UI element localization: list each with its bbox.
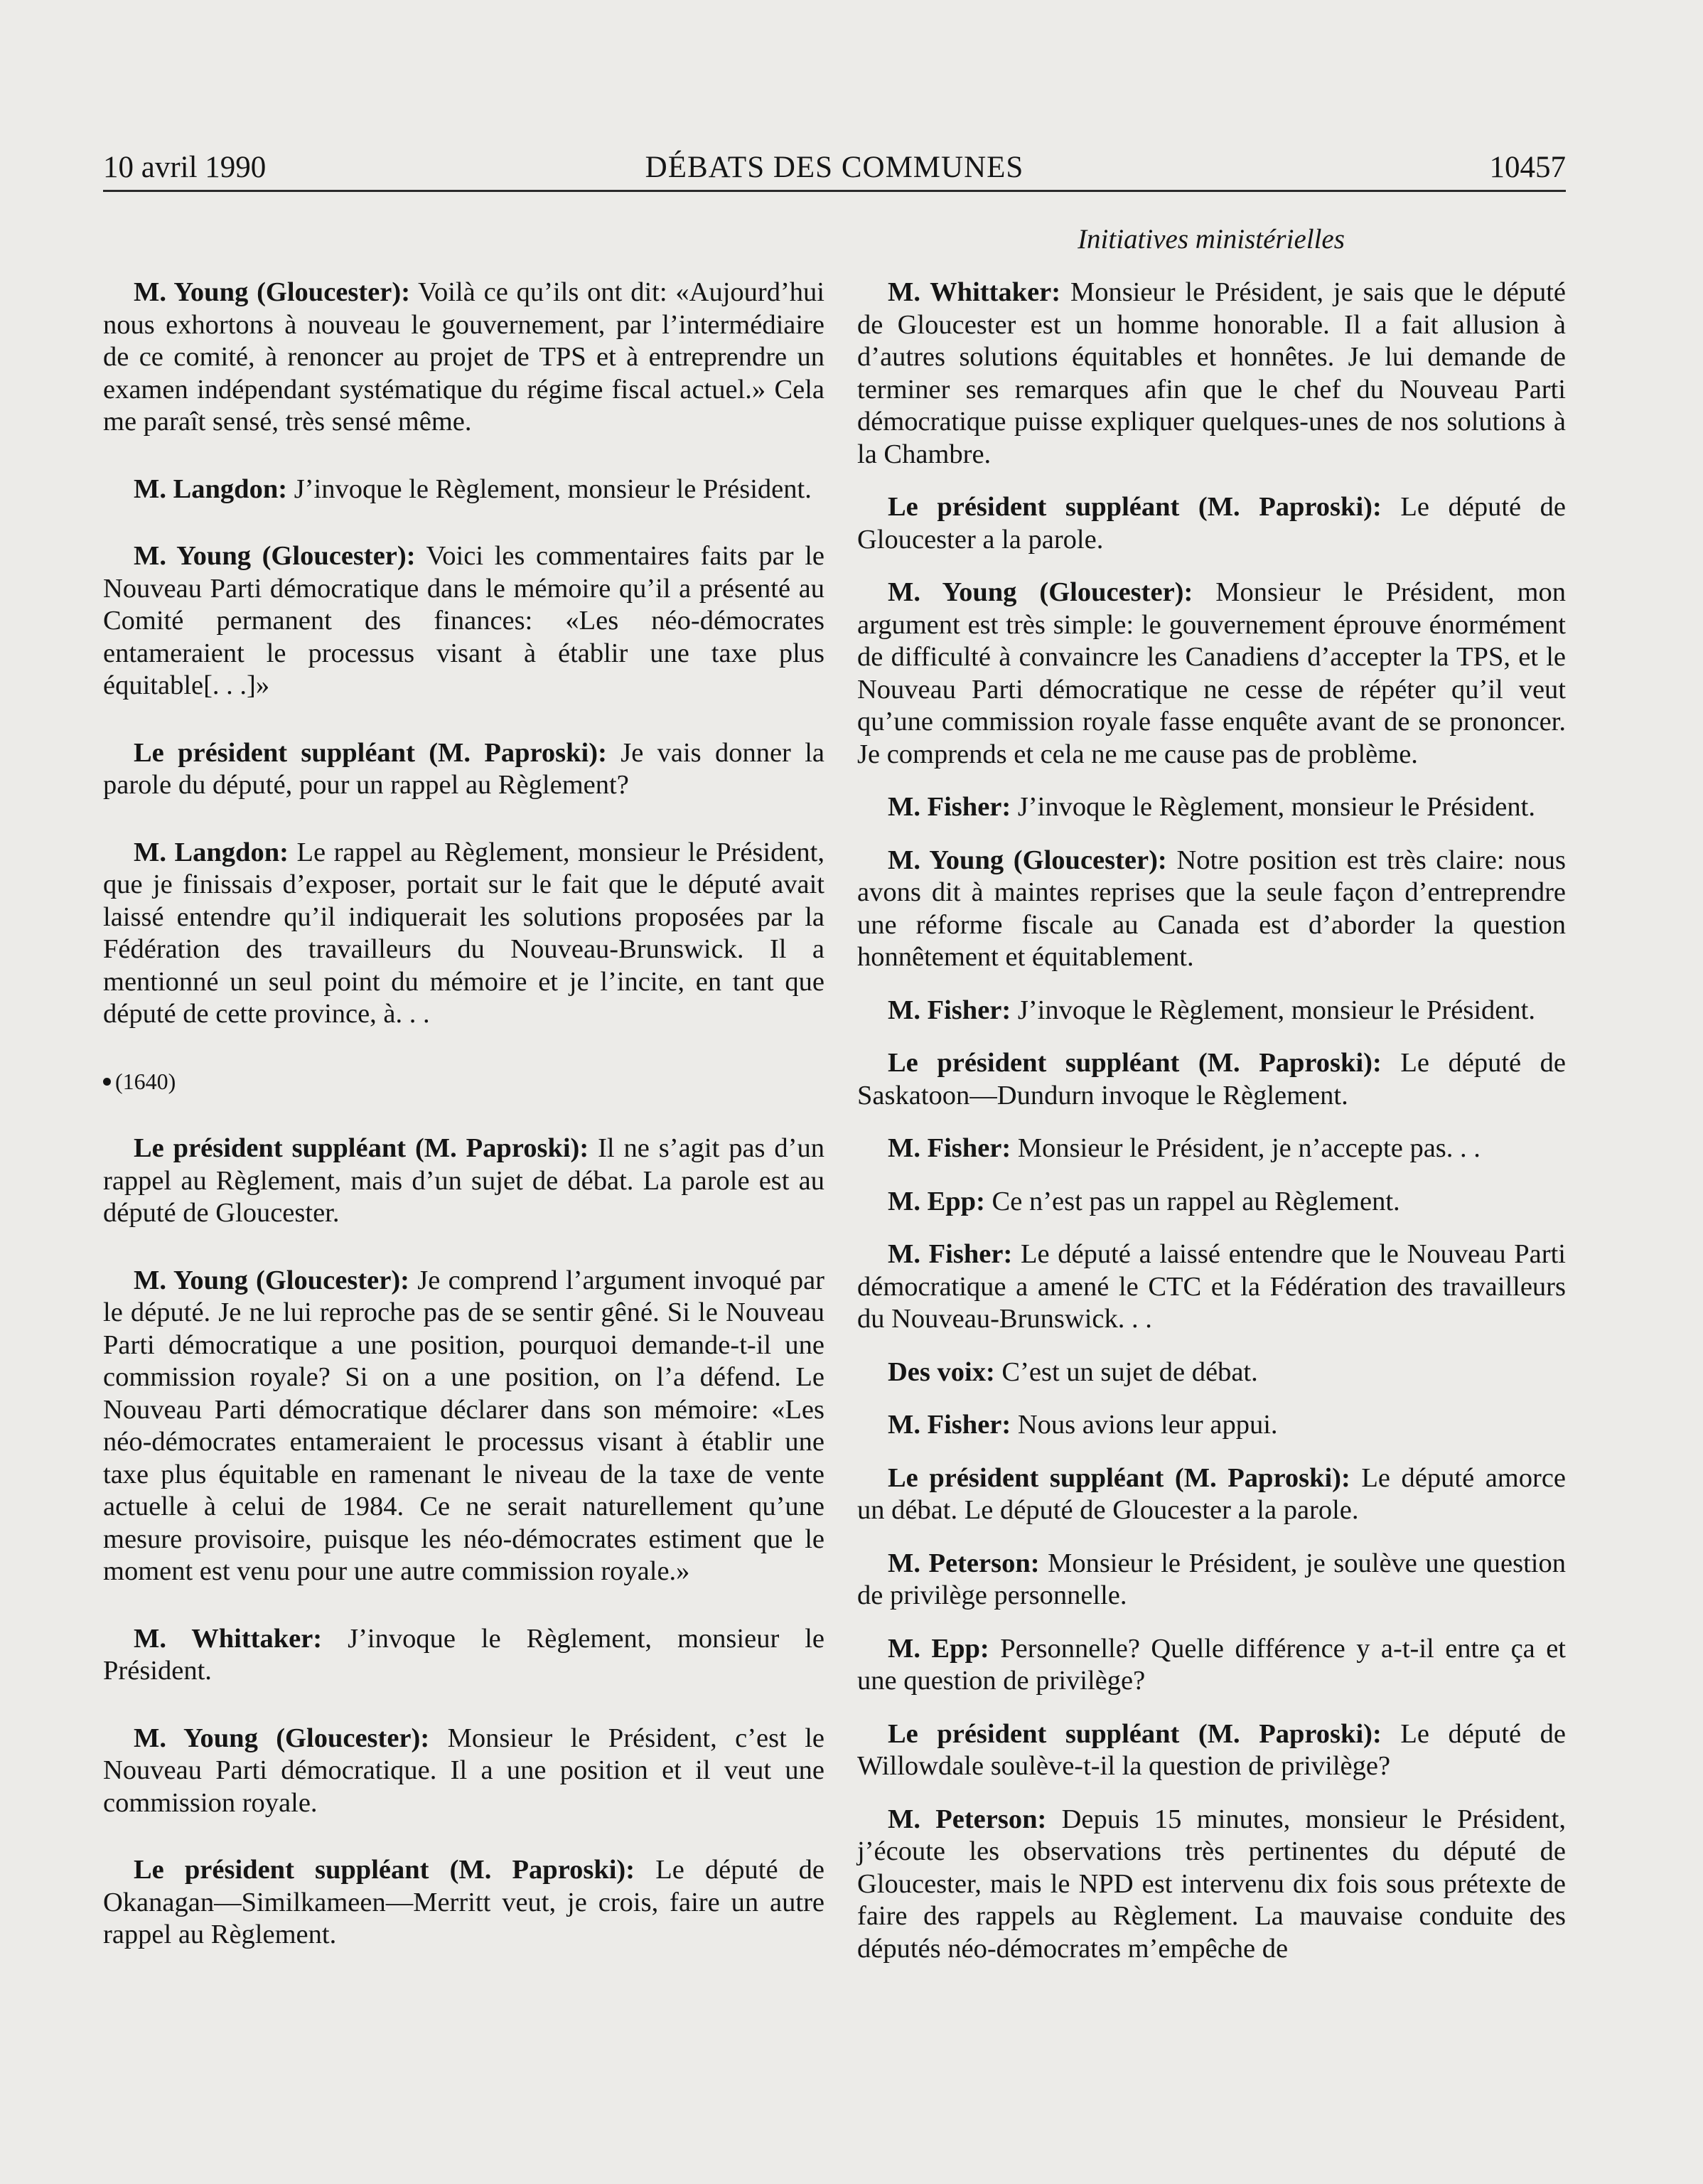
paragraph xyxy=(857,1238,1566,1336)
paragraph-text: J’invoque le Règlement, monsieur le Président. xyxy=(103,1623,824,1686)
paragraph xyxy=(857,1186,1566,1219)
header-title: DÉBATS DES COMMUNES xyxy=(645,151,1024,184)
speaker-name: M. Young (Gloucester): xyxy=(134,277,411,307)
speaker-name: M. Peterson: xyxy=(888,1804,1047,1834)
speaker-name: M. Peterson: xyxy=(888,1548,1040,1578)
paragraph-text: Nous avions leur appui. xyxy=(1011,1410,1278,1440)
speaker-name: M. Langdon: xyxy=(134,473,288,504)
paragraph-text: Voici les commentaires faits par le Nouveau Parti démocratique dans le mémoire qu’il a présenté au Comité permanent des finances: «Les néo-démocrates entameraient le processus visant à établir une taxe plus équitable[. . .]» xyxy=(103,541,824,700)
speaker-name: Le président suppléant (M. Paproski): xyxy=(134,737,607,768)
speaker-name: Le président suppléant (M. Paproski): xyxy=(134,1855,635,1885)
paragraph xyxy=(857,577,1566,771)
paragraph-text: Le député de Gloucester a la parole. xyxy=(857,492,1566,555)
speaker-name: Le président suppléant (M. Paproski): xyxy=(888,1462,1350,1493)
left-column xyxy=(103,277,824,1986)
paragraph-text: Depuis 15 minutes, monsieur le Président, j’écoute les observations très pertinentes du député de Gloucester, mais le NPD est intervenu dix fois sous prétexte de faire des rappels au Règlement. La mauvaise conduite des députés néo-démocrates m’empêche de xyxy=(857,1804,1567,1964)
paragraph xyxy=(857,1356,1566,1389)
paragraph-text: Le député de Okanagan—Similkameen—Merritt veut, je crois, faire un autre rappel au Règlement. xyxy=(103,1855,824,1949)
paragraph-text: J’invoque le Règlement, monsieur le Président. xyxy=(1011,792,1535,822)
speaker-name: Le président suppléant (M. Paproski): xyxy=(888,492,1382,522)
paragraph xyxy=(103,277,824,439)
paragraph-text: Le député a laissé entendre que le Nouveau Parti démocratique a amené le CTC et la Fédération des travailleurs du Nouveau-Brunswick. . . xyxy=(857,1239,1566,1334)
paragraph-text: Voilà ce qu’ils ont dit: «Aujourd’hui nous exhortons à nouveau le gouvernement, par l’intermédiaire de ce comité, à renoncer au projet de TPS et à entreprendre un examen indépendant systématique du régime fiscal actuel.» Cela me paraît sensé, très sensé même. xyxy=(103,277,825,437)
paragraph xyxy=(857,1409,1566,1442)
paragraph xyxy=(857,1133,1566,1165)
timestamp-text: (1640) xyxy=(115,1068,176,1094)
paragraph-text: Monsieur le Président, je sais que le député de Gloucester est un homme honorable. Il a fait allusion à d’autres solutions équitables et honnêtes. Je lui demande de terminer ses remarques afin que le chef du Nouveau Parti démocratique puisse expliquer quelques-unes de nos solutions à la Chambre. xyxy=(857,277,1566,469)
speaker-name: M. Fisher: xyxy=(888,792,1011,822)
paragraph xyxy=(857,1462,1566,1527)
speaker-name: M. Young (Gloucester): xyxy=(134,541,416,571)
page-number: 10457 xyxy=(1489,151,1566,184)
speaker-name: M. Fisher: xyxy=(888,1133,1011,1163)
paragraph-text: Je comprend l’argument invoqué par le député. Je ne lui reproche pas de se sentir gêné. Si le Nouveau Parti démocratique a une position, pourquoi demande-t-il une commission royale? Si on a une position, on l’a défend. Le Nouveau Parti démocratique déclarer dans son mémoire: «Les néo-démocrates entameraient le processus visant à établir une taxe plus équitable en ramenant le niveau de la taxe de vente actuelle à celui de 1984. Ce ne serait naturellement qu’une mesure provisoire, puisque les néo-démocrates estiment que le moment est venu pour une autre commission royale.» xyxy=(103,1265,824,1586)
speaker-name: M. Young (Gloucester): xyxy=(888,577,1193,607)
paragraph-text: J’invoque le Règlement, monsieur le Président. xyxy=(287,473,812,504)
paragraph xyxy=(103,1723,824,1820)
speaker-name: M. Young (Gloucester): xyxy=(888,845,1167,875)
speaker-name: Le président suppléant (M. Paproski): xyxy=(888,1718,1382,1749)
speaker-name: M. Young (Gloucester): xyxy=(134,1723,430,1753)
paragraph-text: C’est un sujet de débat. xyxy=(994,1356,1258,1387)
paragraph xyxy=(857,995,1566,1027)
speaker-name: M. Langdon: xyxy=(134,837,289,867)
paragraph xyxy=(857,791,1566,824)
paragraph xyxy=(857,491,1566,556)
paragraph-text: Monsieur le Président, mon argument est très simple: le gouvernement éprouve énormément de difficulté à convaincre les Canadiens d’accepter la TPS, et le Nouveau Parti démocratique ne cesse de répéter qu’il veut qu’une commission royale fasse enquête avant de se prononcer. Je comprends et cela ne me cause pas de problème. xyxy=(857,577,1566,769)
paragraph xyxy=(103,473,824,506)
paragraph xyxy=(103,1623,824,1688)
paragraph-text: Notre position est très claire: nous avons dit à maintes reprises que la seule façon d’entreprendre une réforme fiscale au Canada est d’aborder la question honnêtement et équitablement. xyxy=(857,845,1566,972)
speaker-name: Des voix: xyxy=(888,1356,995,1387)
speaker-name: M. Young (Gloucester): xyxy=(134,1265,409,1295)
paragraph-text: Ce n’est pas un rappel au Règlement. xyxy=(984,1186,1400,1216)
paragraph-text: Il ne s’agit pas d’un rappel au Règlement, mais d’un sujet de débat. La parole est au député de Gloucester. xyxy=(103,1133,824,1228)
speaker-name: M. Fisher: xyxy=(888,995,1011,1025)
page-header xyxy=(103,146,1566,189)
bullet-icon xyxy=(103,1078,111,1086)
speaker-name: M. Epp: xyxy=(888,1186,985,1216)
paragraph xyxy=(103,1265,824,1588)
paragraph-text: Personnelle? Quelle différence y a-t-il entre ça et une question de privilège? xyxy=(857,1633,1566,1696)
paragraph xyxy=(857,1718,1566,1783)
speaker-name: M. Fisher: xyxy=(888,1410,1011,1440)
paragraph-text: Monsieur le Président, c’est le Nouveau Parti démocratique. Il a une position et il veut une commission royale. xyxy=(103,1723,824,1818)
paragraph-text: Monsieur le Président, je soulève une question de privilège personnelle. xyxy=(857,1548,1566,1610)
paragraph-text: Le rappel au Règlement, monsieur le Président, que je finissais d’exposer, portait sur le fait que le député avait laissé entendre qu’il indiquerait les solutions proposées par la Fédération des travailleurs du Nouveau-Brunswick. Il a mentionné un seul point du mémoire et je l’incite, en tant que député de cette province, à. . . xyxy=(103,837,824,1029)
paragraph-text: Je vais donner la parole du député, pour un rappel au Règlement? xyxy=(103,737,824,800)
speaker-name: M. Fisher: xyxy=(888,1239,1013,1269)
paragraph xyxy=(857,845,1566,974)
paragraph xyxy=(857,1047,1566,1112)
speaker-name: M. Whittaker: xyxy=(134,1623,323,1654)
paragraph xyxy=(857,1633,1566,1698)
paragraph xyxy=(103,1133,824,1230)
paragraph-text: Le député amorce un débat. Le député de Gloucester a la parole. xyxy=(857,1462,1567,1525)
paragraph xyxy=(857,1548,1566,1612)
paragraph-text: Monsieur le Président, je n’accepte pas. . . xyxy=(1011,1133,1481,1163)
paragraph xyxy=(103,837,824,1031)
speaker-name: Le président suppléant (M. Paproski): xyxy=(134,1133,589,1163)
speaker-name: M. Whittaker: xyxy=(888,277,1061,307)
paragraph-text: Le député de Willowdale soulève-t-il la question de privilège? xyxy=(857,1718,1566,1781)
speaker-name: M. Epp: xyxy=(888,1633,989,1664)
timestamp-marker xyxy=(103,1066,824,1098)
paragraph xyxy=(103,1854,824,1952)
right-column xyxy=(857,277,1566,1986)
speaker-name: Le président suppléant (M. Paproski): xyxy=(888,1048,1382,1078)
paragraph xyxy=(103,737,824,802)
section-title: Initiatives ministérielles xyxy=(1078,224,1345,255)
paragraph-text: J’invoque le Règlement, monsieur le Président. xyxy=(1011,995,1535,1025)
paragraph xyxy=(857,1804,1566,1966)
paragraph xyxy=(103,540,824,702)
header-rule xyxy=(103,190,1566,192)
paragraph-text: Le député de Saskatoon—Dundurn invoque le Règlement. xyxy=(857,1048,1566,1110)
paragraph xyxy=(857,277,1566,471)
header-date: 10 avril 1990 xyxy=(103,151,267,184)
